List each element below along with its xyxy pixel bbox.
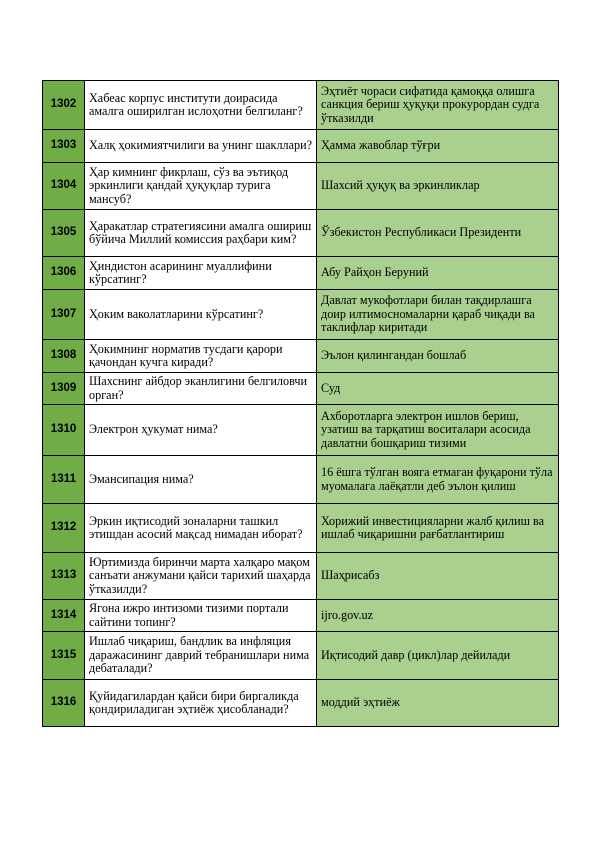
table-row — [43, 632, 559, 680]
answer-cell: Иқтисодий давр (цикл)лар дейилади — [317, 632, 559, 680]
question-cell: Ҳоким ваколатларини кўрсатинг? — [85, 290, 317, 340]
row-number: 1305 — [43, 210, 85, 257]
answer-cell: Суд — [317, 373, 559, 405]
answer-cell: Ҳамма жавоблар тўғри — [317, 130, 559, 163]
answer-cell: Ўзбекистон Республикаси Президенти — [317, 210, 559, 257]
question-cell: Халқ ҳокимиятчилиги ва унинг шакллари? — [85, 130, 317, 163]
question-cell: Юртимизда биринчи марта халқаро мақом санъати анжумани қайси тарихий шаҳарда ўтказилди? — [85, 553, 317, 600]
question-cell: Ишлаб чиқариш, бандлик ва инфляция даражасининг даврий тебранишлари нима дебаталади? — [85, 632, 317, 680]
answer-cell: 16 ёшга тўлган вояга етмаган фуқарони тўла муомалага лаёқатли деб эълон қилиш — [317, 456, 559, 504]
answer-cell: ijro.gov.uz — [317, 600, 559, 632]
answer-cell: Эҳтиёт чораси сифатида қамоққа олишга санкция бериш ҳуқуқи прокурордан судга ўтказилди — [317, 81, 559, 130]
question-cell: Ҳиндистон асарининг муаллифини кўрсатинг? — [85, 257, 317, 290]
table-row — [43, 600, 559, 632]
row-number: 1314 — [43, 600, 85, 632]
table-row — [43, 130, 559, 163]
table-row — [43, 210, 559, 257]
table-row — [43, 680, 559, 727]
question-cell: Ягона ижро интизоми тизими портали сайтини топинг? — [85, 600, 317, 632]
question-cell: Электрон ҳукумат нима? — [85, 405, 317, 456]
question-cell: Ҳар кимнинг фикрлаш, сўз ва эътиқод эркинлиги қандай ҳуқуқлар турига мансуб? — [85, 163, 317, 210]
row-number: 1309 — [43, 373, 85, 405]
table-row — [43, 257, 559, 290]
answer-cell: Шахсий ҳуқуқ ва эркинликлар — [317, 163, 559, 210]
question-cell: Эркин иқтисодий зоналарни ташкил этишдан асосий мақсад нимадан иборат? — [85, 504, 317, 553]
table-row — [43, 504, 559, 553]
answer-cell: Хорижий инвестицияларни жалб қилиш ва ишлаб чиқаришни рағбатлантириш — [317, 504, 559, 553]
row-number: 1315 — [43, 632, 85, 680]
table-row — [43, 290, 559, 340]
table-row — [43, 340, 559, 373]
row-number: 1302 — [43, 81, 85, 130]
row-number: 1306 — [43, 257, 85, 290]
table-row — [43, 373, 559, 405]
question-cell: Ҳокимнинг норматив тусдаги қарори қачондан кучга киради? — [85, 340, 317, 373]
answer-cell: Шаҳрисабз — [317, 553, 559, 600]
table-row — [43, 405, 559, 456]
row-number: 1307 — [43, 290, 85, 340]
question-cell: Шахснинг айбдор эканлигини белгиловчи орган? — [85, 373, 317, 405]
row-number: 1303 — [43, 130, 85, 163]
table-row — [43, 553, 559, 600]
answer-cell: моддий эҳтиёж — [317, 680, 559, 727]
table-row — [43, 163, 559, 210]
row-number: 1313 — [43, 553, 85, 600]
row-number: 1304 — [43, 163, 85, 210]
row-number: 1316 — [43, 680, 85, 727]
answer-cell: Ахборотларга электрон ишлов бериш, узатиш ва тарқатиш воситалари асосида давлатни бошқариш тизими — [317, 405, 559, 456]
question-cell: Эмансипация нима? — [85, 456, 317, 504]
row-number: 1308 — [43, 340, 85, 373]
row-number: 1312 — [43, 504, 85, 553]
table-row — [43, 456, 559, 504]
answer-cell: Давлат мукофотлари билан тақдирлашга доир илтимосномаларни қараб чиқади ва таклифлар киритади — [317, 290, 559, 340]
row-number: 1310 — [43, 405, 85, 456]
answer-cell: Абу Райҳон Беруний — [317, 257, 559, 290]
table-row — [43, 81, 559, 130]
question-cell: Қуйидагилардан қайси бири биргаликда қондириладиган эҳтиёж ҳисобланади? — [85, 680, 317, 727]
questions-table — [42, 80, 559, 727]
row-number: 1311 — [43, 456, 85, 504]
answer-cell: Эълон қилингандан бошлаб — [317, 340, 559, 373]
question-cell: Ҳаракатлар стратегиясини амалга ошириш бўйича Миллий комиссия раҳбари ким? — [85, 210, 317, 257]
question-cell: Хабеас корпус институти доирасида амалга оширилган ислоҳотни белгиланг? — [85, 81, 317, 130]
